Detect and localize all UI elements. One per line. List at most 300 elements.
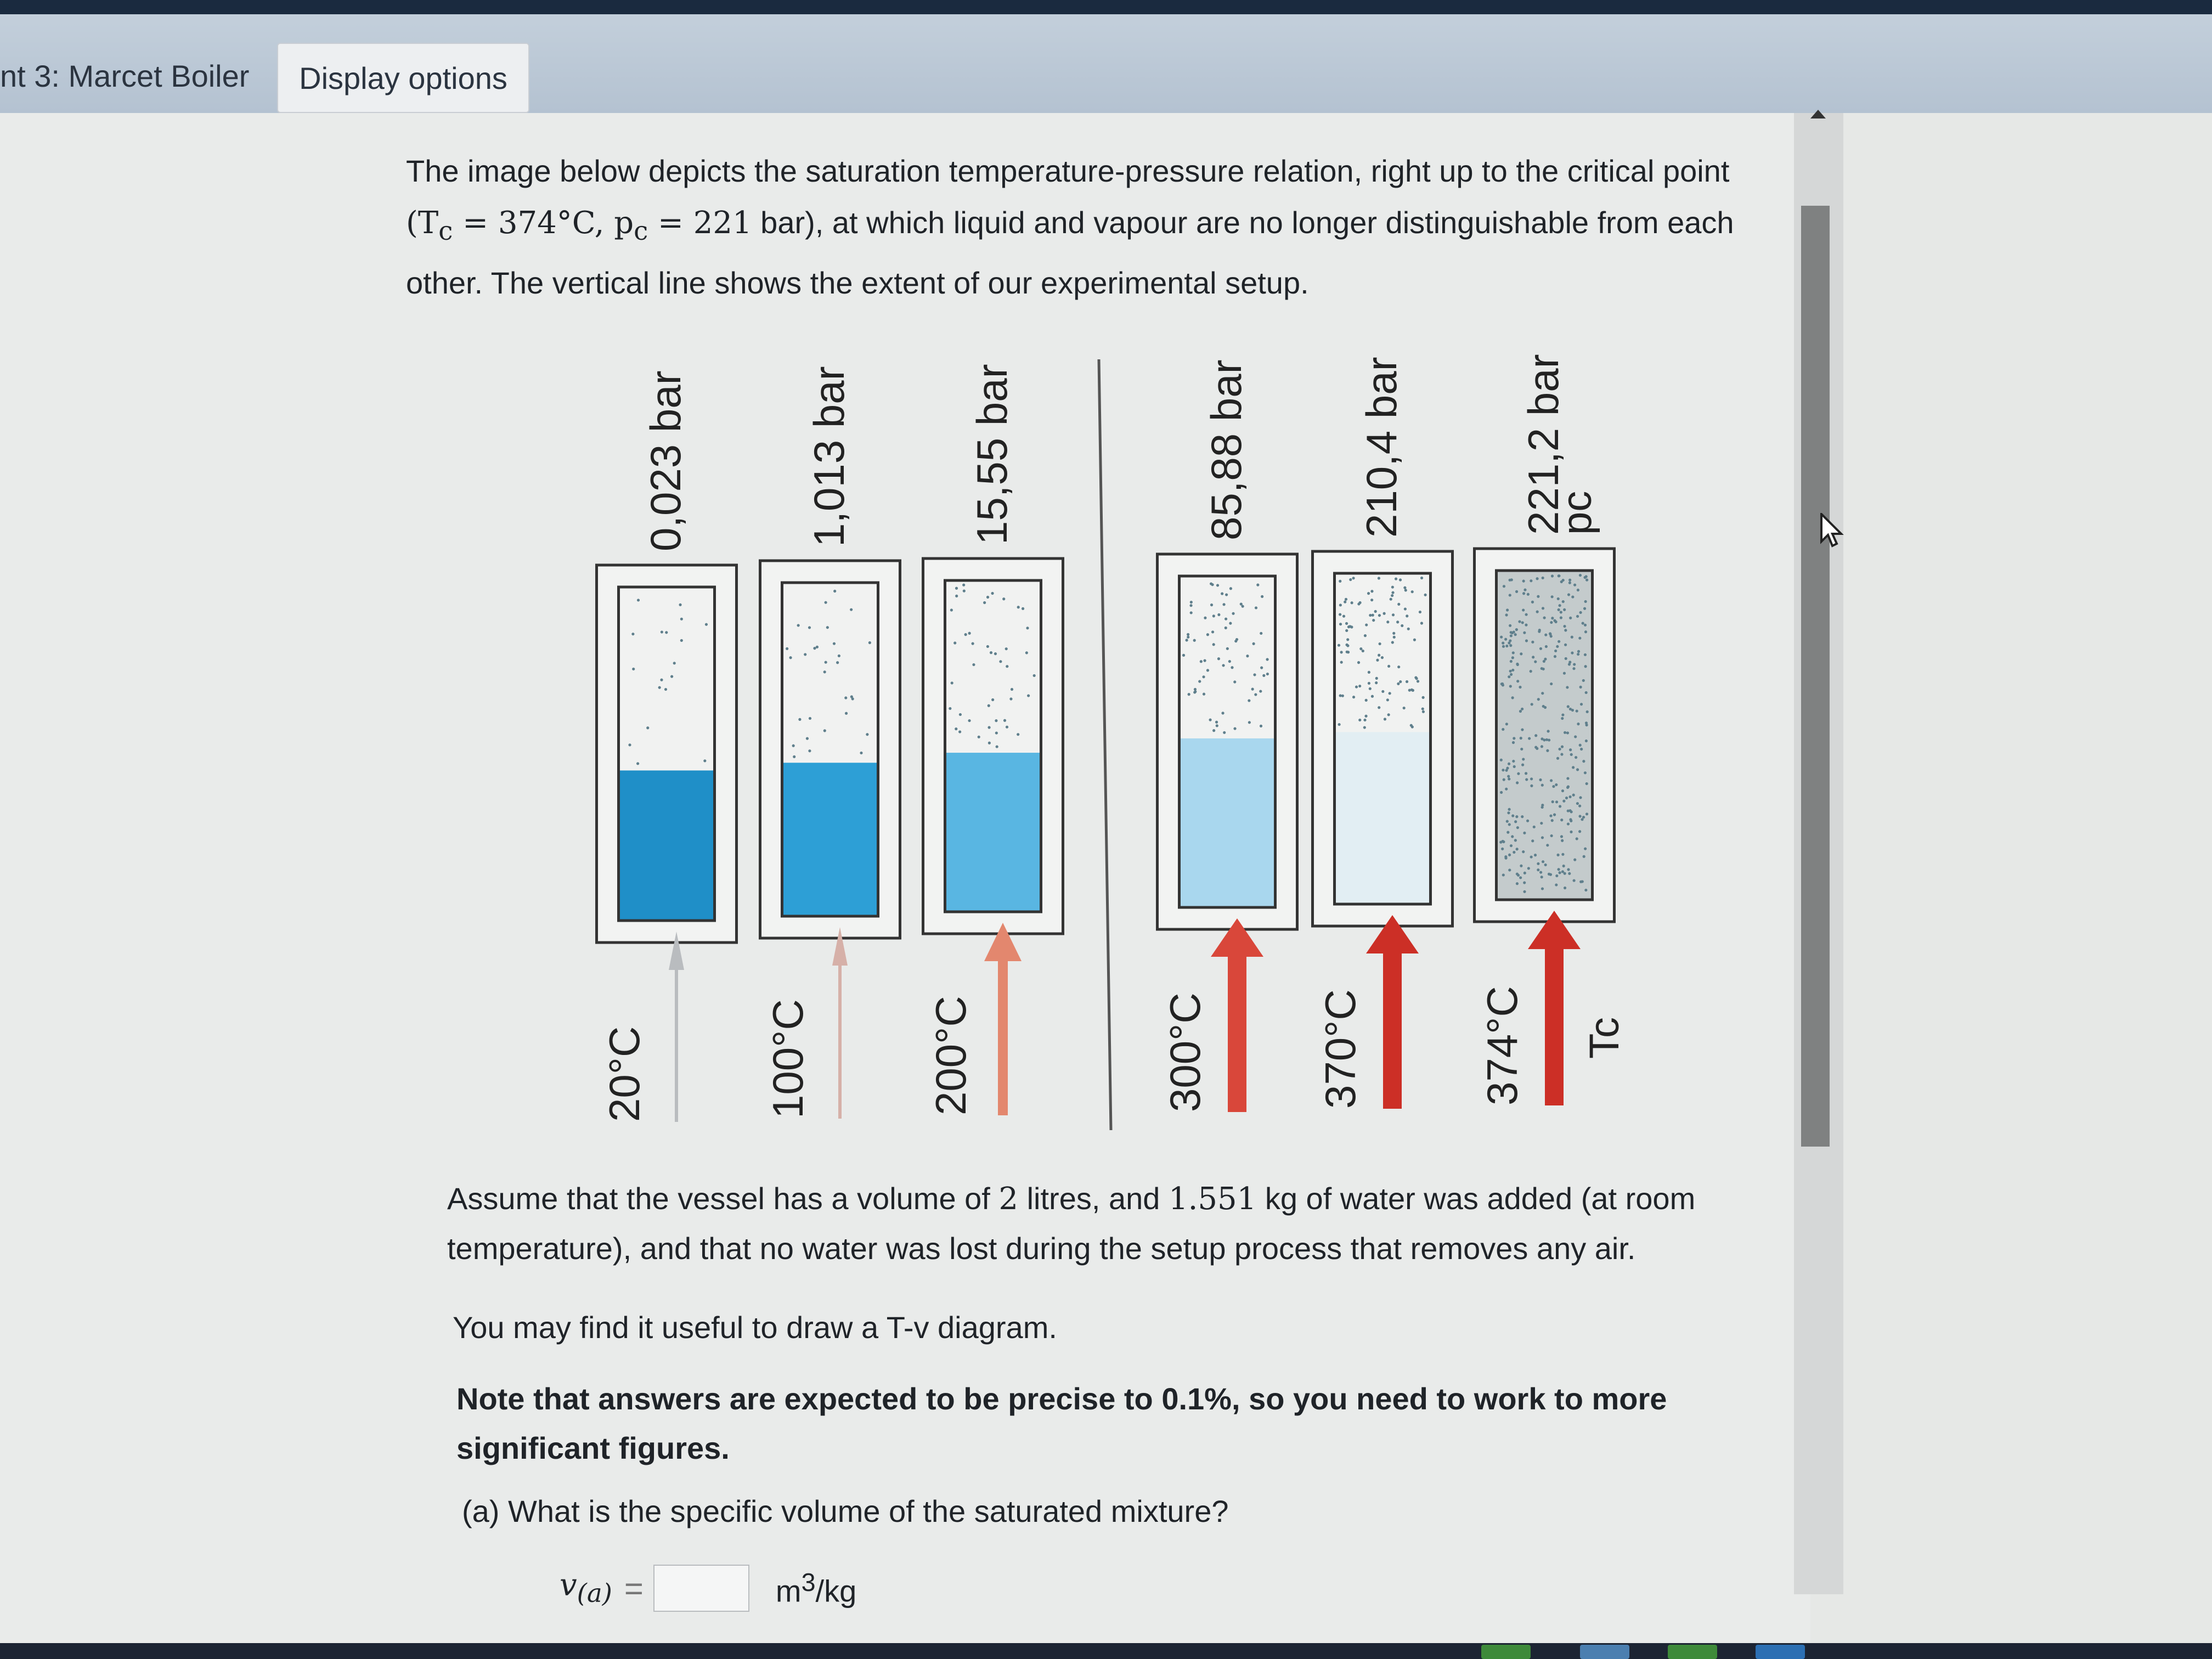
vapour-dot: [1378, 706, 1380, 709]
caret-up-icon[interactable]: [1810, 110, 1826, 119]
vapour-dot: [1527, 593, 1530, 596]
vapour-dot: [1212, 729, 1215, 732]
vapour-dot: [1386, 698, 1389, 701]
vapour-dot: [1541, 836, 1544, 839]
vapour-dot: [1561, 713, 1564, 716]
vapour-dot: [1397, 665, 1400, 668]
vapour-dot: [1531, 601, 1534, 603]
answer-row-a: [560, 1558, 856, 1618]
vapour-dot: [1575, 756, 1577, 759]
vapour-dot: [1526, 820, 1529, 822]
vapour-dot: [1564, 887, 1566, 889]
vapour-dot: [988, 742, 991, 744]
vapour-dot: [1510, 634, 1513, 637]
vapour-dot: [1577, 653, 1579, 656]
vapour-dot: [1540, 822, 1543, 825]
vapour-dot: [1523, 872, 1526, 874]
vapour-dot: [1005, 647, 1008, 650]
vapour-dot: [1562, 600, 1565, 603]
vapour-dot: [636, 762, 639, 765]
vapour-dot: [958, 730, 961, 733]
taskbar-app-icon[interactable]: [1756, 1645, 1805, 1659]
vapour-dot: [1260, 667, 1263, 669]
vapour-dot: [1224, 618, 1227, 620]
vapour-dot: [1346, 638, 1349, 641]
vapour-dot: [1211, 630, 1214, 633]
vapour-dot: [1500, 791, 1503, 794]
vapour-dot: [1583, 855, 1585, 858]
vapour-dot: [1342, 615, 1345, 618]
vapour-dot: [1261, 595, 1263, 598]
vapour-dot: [1217, 613, 1220, 616]
vapour-dot: [1553, 619, 1556, 622]
vapour-dot: [994, 652, 997, 655]
vapour-dot: [1568, 582, 1571, 584]
vapour-dot: [816, 646, 819, 648]
intro-line-2: ($T_c = 374^\circ C$, $p_c = 221$ bar), at which liquid and vapour are no longer distinguishable from each: [406, 205, 1734, 247]
intro-line-1: The image below depicts the saturation temperature-pressure relation, right up to the critical point: [406, 154, 1730, 188]
vapour-dot: [823, 729, 826, 732]
vapour-dot: [1576, 768, 1579, 771]
vapour-dot: [1370, 590, 1373, 592]
vapour-dot: [1568, 872, 1571, 875]
pressure-label: 210,4 bar: [1357, 357, 1406, 538]
vapour-dot: [953, 641, 956, 644]
vapour-dot: [1203, 659, 1206, 662]
vapour-dot: [1544, 864, 1547, 866]
taskbar-app-icon[interactable]: [1668, 1645, 1717, 1659]
vapour-dot: [1514, 839, 1517, 842]
vapour-dot: [797, 624, 800, 627]
vapour-dot: [1511, 696, 1514, 699]
vapour-dot: [1026, 627, 1029, 629]
page-tab-title[interactable]: nt 3: Marcet Boiler: [0, 59, 250, 93]
vapour-dot: [1581, 818, 1583, 821]
vapour-dot: [1200, 660, 1203, 663]
vapour-dot: [1182, 654, 1185, 657]
vapour-dot: [1563, 672, 1566, 675]
vapour-dot: [793, 755, 795, 758]
vapour-dot: [1559, 871, 1561, 874]
vapour-dot: [1521, 621, 1524, 624]
vapour-dot: [1505, 788, 1508, 791]
vapour-dot: [1550, 682, 1553, 685]
vapour-dot: [1513, 737, 1515, 740]
vapour-dot: [1387, 665, 1390, 668]
vapour-dot: [1543, 738, 1545, 741]
vapour-dot: [1364, 634, 1367, 637]
vapour-dot: [1550, 779, 1553, 782]
vapour-dot: [860, 752, 862, 754]
vapour-dot: [1558, 604, 1561, 607]
vapour-dot: [1387, 713, 1390, 716]
vapour-dot: [1520, 737, 1522, 740]
answer-input-a[interactable]: [653, 1565, 749, 1612]
vapour-dot: [1539, 778, 1542, 781]
vapour-dot: [1507, 775, 1510, 777]
vapour-dot: [1217, 657, 1220, 660]
vapour-dot: [1568, 579, 1571, 582]
vapour-dot: [1564, 629, 1567, 631]
display-options-button[interactable]: Display options: [277, 43, 529, 113]
vapour-dot: [1562, 800, 1565, 803]
vapour-dot: [1582, 622, 1584, 624]
vapour-dot: [1576, 615, 1579, 618]
vapour-dot: [1571, 595, 1574, 598]
vapour-dot: [1542, 607, 1544, 610]
vapour-dot: [1567, 705, 1570, 708]
vapour-dot: [1252, 642, 1255, 645]
vapour-dot: [679, 603, 681, 606]
vapour-dot: [1522, 608, 1525, 611]
vapour-dot: [1522, 758, 1525, 760]
vapour-dot: [850, 695, 853, 698]
vapour-dot: [1551, 574, 1554, 577]
vapour-dot: [1508, 675, 1510, 678]
vapour-dot: [1410, 689, 1413, 691]
vapour-dot: [1577, 723, 1579, 725]
vapour-dot: [1344, 601, 1346, 603]
vapour-dot: [833, 590, 836, 592]
vapour-dot: [951, 681, 953, 684]
vapour-dot: [1338, 723, 1340, 726]
vapour-dot: [1520, 748, 1523, 751]
vapour-dot: [1339, 613, 1341, 616]
vapour-dot: [1525, 772, 1527, 775]
vapour-dot: [1572, 794, 1575, 797]
vapour-dot: [1567, 593, 1570, 596]
vapour-dot: [1369, 687, 1372, 690]
vapour-dot: [1516, 781, 1519, 784]
vessel-liquid: [619, 770, 715, 921]
vapour-dot: [1542, 577, 1544, 579]
vapour-dot: [1349, 625, 1352, 628]
vapour-dot: [1580, 748, 1583, 751]
vapour-dot: [1253, 673, 1256, 676]
vapour-dot: [1235, 638, 1238, 641]
vapour-dot: [1352, 577, 1355, 579]
vapour-dot: [1378, 614, 1381, 617]
vapour-dot: [1531, 641, 1534, 644]
vapour-dot: [1198, 680, 1201, 682]
vapour-dot: [1003, 719, 1006, 722]
temperature-label: 100°C: [764, 999, 812, 1119]
vapour-dot: [1345, 622, 1348, 625]
vapour-dot: [1585, 782, 1588, 785]
vapour-dot: [836, 661, 839, 664]
vapour-dot: [1562, 865, 1565, 867]
vapour-dot: [1403, 707, 1406, 709]
vapour-dot: [1349, 578, 1352, 581]
vapour-dot: [1560, 835, 1563, 838]
vapour-dot: [1508, 868, 1511, 871]
intro-paragraph: [406, 145, 1745, 309]
vapour-dot: [1584, 847, 1587, 850]
vapour-dot: [995, 731, 998, 734]
vapour-dot: [670, 675, 673, 678]
vapour-dot: [680, 639, 683, 642]
vapour-dot: [1578, 830, 1581, 833]
vapour-dot: [1537, 862, 1539, 865]
vapour-dot: [1542, 668, 1545, 670]
vapour-dot: [968, 632, 971, 635]
vapour-dot: [1254, 693, 1257, 696]
vapour-dot: [1369, 614, 1372, 617]
vapour-dot: [1574, 735, 1577, 738]
vapour-dot: [1372, 619, 1375, 622]
vapour-dot: [1372, 614, 1374, 617]
vapour-dot: [1027, 694, 1030, 697]
vapour-dot: [1410, 724, 1413, 727]
vapour-dot: [991, 592, 994, 595]
vapour-dot: [1567, 868, 1570, 871]
vapour-dot: [1509, 644, 1512, 647]
vapour-dot: [1006, 726, 1008, 729]
pressure-label: 0,023 bar: [641, 370, 690, 551]
vapour-dot: [1187, 636, 1189, 639]
vapour-dot: [1530, 785, 1533, 787]
vapour-dot: [1190, 601, 1193, 603]
vapour-dot: [1508, 808, 1510, 811]
vapour-dot: [1242, 605, 1244, 608]
vapour-dot: [1509, 670, 1512, 673]
vapour-dot: [1541, 692, 1544, 695]
vapour-dot: [1519, 876, 1522, 879]
vapour-dot: [1584, 630, 1587, 633]
vapour-dot: [1206, 633, 1209, 636]
vapour-dot: [1505, 613, 1508, 616]
vapour-dot: [1578, 637, 1581, 640]
vapour-dot: [1006, 665, 1008, 668]
vapour-dot: [1358, 719, 1361, 721]
vapour-dot: [1577, 650, 1580, 653]
vapour-dot: [1188, 693, 1190, 696]
vapour-dot: [968, 719, 970, 722]
vessel-vapour-space: [1497, 571, 1593, 900]
scrollbar-thumb[interactable]: [1801, 206, 1830, 1147]
vapour-dot: [1508, 763, 1510, 765]
vapour-dot: [1509, 639, 1511, 642]
precision-note: [456, 1374, 1718, 1473]
vapour-dot: [1393, 636, 1396, 639]
vapour-dot: [1225, 593, 1228, 596]
assume-line-1: Assume that the vessel has a volume of 2 litres, and 1.551 kg of water was added (at room: [447, 1181, 1696, 1217]
vapour-dot: [1520, 652, 1522, 655]
vapour-dot: [1508, 854, 1511, 856]
vapour-dot: [1187, 633, 1189, 636]
vapour-dot: [1355, 685, 1358, 688]
vapour-dot: [1534, 734, 1537, 737]
vapour-dot: [1530, 579, 1532, 582]
vapour-dot: [1399, 578, 1402, 581]
vapour-dot: [1564, 731, 1566, 734]
vapour-dot: [1501, 848, 1504, 850]
vapour-dot: [1571, 652, 1573, 654]
taskbar-app-icon[interactable]: [1481, 1645, 1531, 1659]
vapour-dot: [1395, 578, 1397, 580]
vapour-dot: [1222, 664, 1224, 667]
vapour-dot: [1339, 623, 1342, 625]
vapour-dot: [1550, 834, 1553, 837]
pressure-label: 221,2 bar: [1519, 354, 1567, 535]
vapour-dot: [1345, 629, 1348, 632]
vapour-dot: [1557, 868, 1560, 871]
vapour-dot: [1401, 624, 1403, 627]
vapour-dot: [1411, 590, 1414, 593]
vapour-dot: [1561, 839, 1564, 842]
vapour-dot: [1017, 606, 1020, 608]
vapour-dot: [1584, 653, 1587, 656]
vapour-dot: [1515, 815, 1518, 818]
vapour-dot: [1397, 603, 1400, 606]
vapour-dot: [1573, 879, 1576, 882]
vapour-dot: [1514, 633, 1517, 636]
vapour-dot: [1568, 661, 1571, 663]
taskbar-app-icon[interactable]: [1580, 1645, 1629, 1659]
vapour-dot: [1516, 872, 1519, 875]
vapour-dot: [955, 727, 957, 730]
vapour-dot: [1266, 673, 1269, 675]
vapour-dot: [1561, 717, 1564, 720]
vapour-dot: [1546, 844, 1549, 847]
vapour-dot: [955, 595, 958, 597]
vapour-dot: [1212, 614, 1215, 617]
vapour-dot: [1256, 584, 1259, 586]
vapour-dot: [1521, 815, 1523, 818]
vapour-dot: [1345, 598, 1347, 601]
vapour-dot: [1358, 601, 1361, 604]
vapour-dot: [1501, 682, 1504, 685]
vapour-dot: [1506, 608, 1509, 611]
vapour-dot: [1561, 853, 1564, 856]
vapour-dot: [1538, 630, 1541, 633]
vapour-dot: [1578, 815, 1581, 817]
vapour-dot: [1404, 607, 1407, 610]
vapour-dot: [813, 647, 816, 650]
precision-note-line-2: significant figures.: [456, 1431, 730, 1465]
vapour-dot: [1534, 746, 1537, 749]
vapour-dot: [1515, 628, 1518, 631]
vapour-dot: [1520, 865, 1522, 867]
vapour-dot: [1358, 685, 1361, 687]
vapour-dot: [1562, 579, 1565, 582]
vapour-dot: [1542, 860, 1544, 863]
vapour-dot: [1506, 820, 1509, 823]
vapour-dot: [1541, 887, 1544, 890]
vapour-dot: [1560, 819, 1563, 821]
vapour-dot: [1584, 665, 1587, 668]
vapour-dot: [1518, 620, 1521, 623]
vapour-dot: [1211, 583, 1214, 586]
vapour-dot: [1565, 657, 1567, 660]
vapour-dot: [1560, 753, 1563, 755]
heat-arrow-shaft: [675, 962, 678, 1122]
vapour-dot: [1404, 589, 1407, 591]
vapour-dot: [792, 744, 795, 747]
vapour-dot: [1561, 870, 1564, 873]
vapour-dot: [1384, 718, 1386, 720]
vapour-dot: [1509, 579, 1511, 582]
vapour-dot: [1510, 844, 1513, 847]
vapour-dot: [1420, 577, 1423, 579]
temperature-label: 20°C: [600, 1026, 648, 1122]
vapour-dot: [1573, 584, 1576, 586]
vapour-dot: [1537, 595, 1539, 598]
vessel-liquid: [782, 763, 878, 916]
vapour-dot: [1345, 644, 1348, 646]
vapour-dot: [1381, 656, 1384, 659]
vapour-dot: [1190, 611, 1193, 614]
vapour-dot: [1502, 728, 1504, 731]
vapour-dot: [1580, 703, 1583, 706]
vapour-dot: [1579, 796, 1582, 799]
vapour-dot: [1558, 574, 1560, 577]
vapour-dot: [1379, 642, 1381, 645]
vapour-dot: [1339, 580, 1341, 583]
vapour-dot: [1260, 632, 1262, 635]
vapour-dot: [1585, 724, 1588, 726]
vapour-dot: [1505, 723, 1508, 725]
vapour-dot: [1403, 586, 1406, 589]
vapour-dot: [1504, 638, 1507, 641]
vapour-dot: [1570, 820, 1572, 822]
vapour-dot: [680, 618, 683, 620]
vapour-dot: [1554, 650, 1557, 652]
vapour-dot: [1359, 647, 1362, 650]
vapour-dot: [1193, 639, 1196, 642]
vapour-dot: [1374, 610, 1377, 613]
vapour-dot: [972, 642, 974, 645]
vapour-dot: [1202, 675, 1205, 678]
vapour-dot: [1500, 759, 1503, 761]
vapour-dot: [1576, 709, 1578, 712]
vapour-dot: [1531, 703, 1533, 706]
vapour-dot: [1516, 826, 1519, 829]
vapour-dot: [1396, 620, 1399, 623]
vapour-dot: [1579, 744, 1582, 747]
vapour-dot: [660, 679, 663, 681]
vapour-dot: [1532, 656, 1534, 658]
vapour-dot: [1528, 737, 1531, 740]
vapour-dot: [1539, 871, 1542, 873]
vapour-dot: [1578, 804, 1581, 807]
vapour-dot: [1502, 642, 1504, 645]
vapour-dot: [798, 718, 801, 721]
vapour-dot: [1525, 613, 1527, 616]
vapour-dot: [1365, 623, 1368, 626]
pressure-label: 85,88 bar: [1202, 359, 1250, 540]
vapour-dot: [1536, 611, 1539, 613]
vapour-dot: [1189, 604, 1192, 607]
vapour-dot: [1363, 726, 1366, 729]
vapour-dot: [1340, 661, 1343, 664]
vapour-dot: [1579, 574, 1582, 577]
vapour-dot: [1571, 709, 1574, 712]
vapour-dot: [1516, 848, 1519, 850]
vapour-dot: [1550, 621, 1553, 624]
mouse-pointer-icon: [1820, 513, 1844, 548]
vapour-dot: [833, 642, 836, 645]
vapour-dot: [1228, 660, 1231, 663]
vapour-dot: [1383, 612, 1386, 615]
vapour-dot: [1508, 777, 1510, 780]
vapour-dot: [1502, 873, 1505, 876]
vapour-dot: [808, 626, 811, 629]
vapour-dot: [786, 647, 788, 650]
vessel-liquid: [1180, 738, 1276, 907]
vapour-dot: [1555, 800, 1558, 803]
vapour-dot: [1362, 650, 1364, 652]
